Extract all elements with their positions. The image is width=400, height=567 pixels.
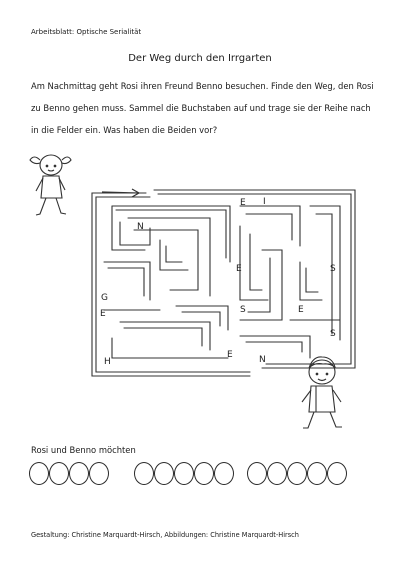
maze-letter: E [240,198,246,208]
maze-letter: E [227,350,233,360]
answer-box[interactable] [154,462,174,485]
answer-box[interactable] [69,462,89,485]
maze-letter: S [240,305,246,315]
answer-box[interactable] [29,462,49,485]
worksheet-label: Arbeitsblatt: Optische Serialität [31,28,142,36]
answer-box[interactable] [287,462,307,485]
maze-letter: S [330,264,336,274]
maze-letter: E [298,305,304,315]
maze-letter: G [101,293,108,303]
answer-box[interactable] [49,462,69,485]
answer-box[interactable] [247,462,267,485]
answer-label: Rosi und Benno möchten [31,445,136,455]
maze-letter: N [137,222,144,232]
maze-letter: N [259,355,266,365]
answer-box[interactable] [194,462,214,485]
credits: Gestaltung: Christine Marquardt-Hirsch, Abbildungen: Christine Marquardt-Hirsch [31,531,299,539]
answer-box[interactable] [327,462,347,485]
instruction-text: Am Nachmittag geht Rosi ihren Freund Benno besuchen. Finde den Weg, den Rosi zu Benno gehen muss. Sammel die Buchstaben auf und trage sie der Reihe nach in die Felder ein. Was haben die Beiden vor? [31,81,374,135]
answer-box[interactable] [174,462,194,485]
answer-box[interactable] [89,462,109,485]
maze-walls [92,190,355,376]
page-title: Der Weg durch den Irrgarten [128,53,272,64]
rosi-illustration [30,155,71,215]
maze-letter: E [236,264,242,274]
maze-letter: S [330,329,336,339]
answer-box[interactable] [214,462,234,485]
maze-letter: H [104,357,111,367]
answer-box[interactable] [134,462,154,485]
maze-letter: I [263,197,266,207]
maze-letter: E [100,309,106,319]
answer-box[interactable] [267,462,287,485]
answer-box[interactable] [307,462,327,485]
